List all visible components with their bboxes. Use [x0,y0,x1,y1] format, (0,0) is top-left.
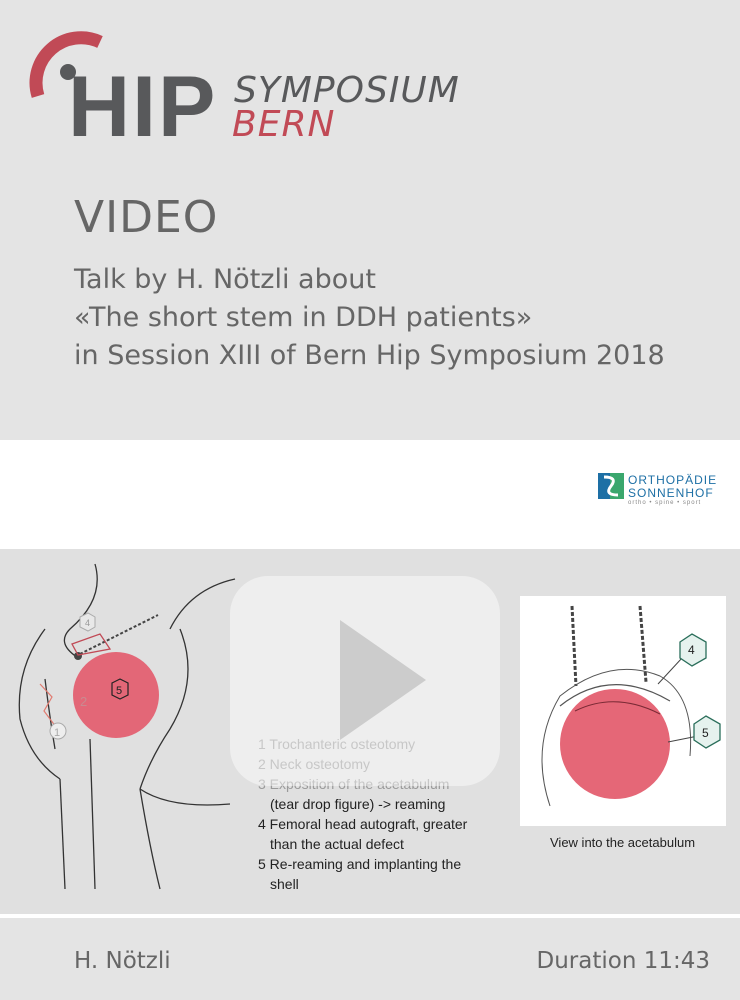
step-4: 4 Femoral head autograft, greater [258,816,468,832]
speaker-name: H. Nötzli [74,948,171,974]
play-icon[interactable] [340,620,426,740]
logo-bern: BERN [232,104,336,145]
hip-symposium-logo [28,28,468,148]
footer-divider [0,918,740,926]
diagram-label-5: 5 [116,685,123,697]
sponsor-line-2: SONNENHOF [628,486,714,500]
photo-label-5: 5 [702,726,709,740]
talk-line-3: in Session XIII of Bern Hip Symposium 2018 [74,340,665,371]
step-4-detail: than the actual defect [270,836,404,852]
diagram-label-1: 1 [54,727,61,739]
photo-label-4: 4 [688,643,695,657]
step-1: 1 Trochanteric osteotomy [258,736,416,752]
logo-hip: HIP [68,59,218,148]
sponsor-logo [598,473,738,513]
talk-line-2: «The short stem in DDH patients» [74,302,533,333]
video-duration: Duration 11:43 [536,948,710,974]
diagram-label-2: 2 [80,694,88,709]
photo-caption: View into the acetabulum [550,835,696,850]
step-5: 5 Re-reaming and implanting the [258,856,462,872]
step-3: 3 Exposition of the acetabulum [258,776,450,792]
step-5-detail: shell [270,876,299,892]
diagram-label-4: 4 [85,618,91,628]
talk-line-1: Talk by H. Nötzli about [74,264,376,295]
sonnenhof-icon [598,473,624,499]
step-3-detail: (tear drop figure) -> reaming [270,796,446,812]
logo-symposium: SYMPOSIUM [234,70,460,111]
step-2: 2 Neck osteotomy [258,756,371,772]
page-title: VIDEO [74,192,219,243]
sponsor-line-3: ortho • spine • sport [628,500,702,506]
sponsor-line-1: ORTHOPÄDIE [628,473,718,487]
shell-disc [560,689,670,799]
acetabulum-photo [520,596,726,826]
